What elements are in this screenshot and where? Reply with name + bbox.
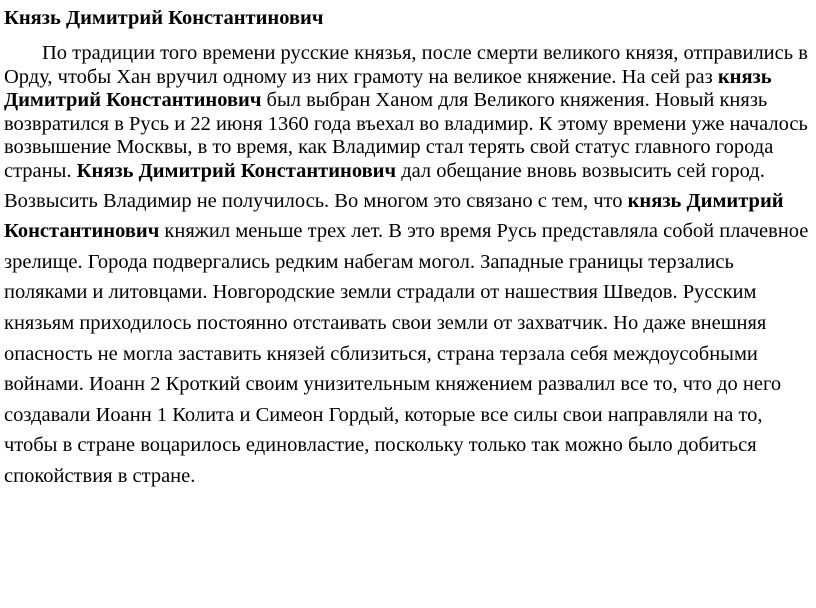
paragraph-2-text-1: Возвысить Владимир не получилось. Во многом это связано с тем, что: [4, 189, 628, 212]
paragraph-2-text-2: княжил меньше трех лет. В это время Русь представляла собой плачевное зрелище. Города подвергались редким набегам могол. Западные границы терзались поляками и литовцами. Новгородские земли страдали от нашествия Шведов. Русским князьям приходилось постоянно отстаивать свои земли от захватчик. Но даже внешняя опасность не могла заставить князей сблизиться, страна терзала себя междоусобными войнами. Иоанн 2 Кроткий своим унизительным княжением развалил все то, что до него создавали Иоанн 1 Колита и Симеон Гордый, которые все силы свои направляли на то, чтобы в стране воцарилось единовластие, поскольку только так можно было добиться спокойствия в стране.: [4, 220, 809, 487]
paragraph-2-bold-1: князь Димитрий Константинович: [4, 189, 784, 243]
paragraph-1: [4, 42, 810, 184]
paragraph-1-text-1: По традиции того времени русские князья, после смерти великого князя, отправились в Орду, чтобы Хан вручил одному из них грамоту на великое княжение. На сей раз: [4, 42, 808, 88]
paragraph-1-bold-2: Князь Димитрий Константинович: [76, 159, 397, 182]
paragraph-1-bold-1: князь Димитрий Константинович: [4, 65, 772, 112]
paragraph-1-text-2: был выбран Ханом для Великого княжения. Новый князь возвратился в Русь и 22 июня 1360 года въехал во владимир. К этому времени уже началось возвышение Москвы, в то время, как Владимир стал терять свой статус главного города страны.: [4, 89, 808, 182]
document-title: Князь Димитрий Константинович: [4, 7, 324, 29]
paragraph-2: [4, 186, 810, 492]
paragraph-1-text-3: дал обещание вновь возвысить сей город.: [396, 159, 765, 182]
